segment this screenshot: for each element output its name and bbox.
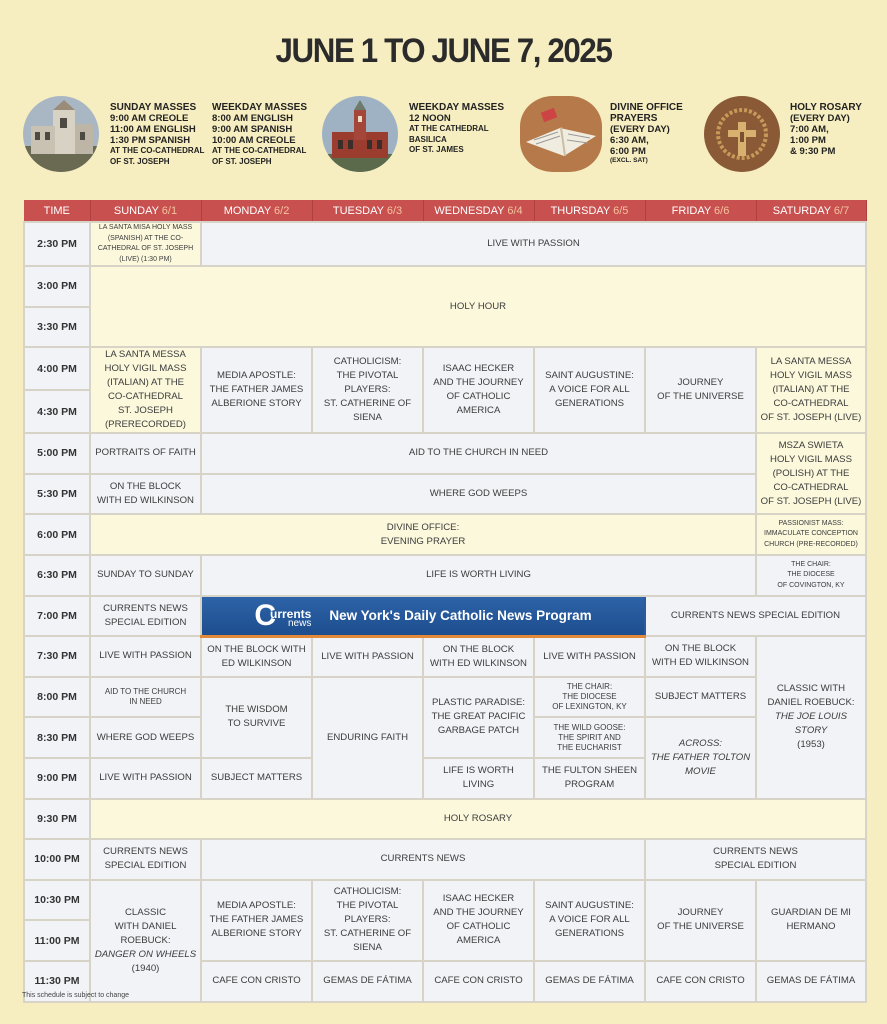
program-cell: THE CHAIR: THE DIOCESE OF COVINGTON, KY [756, 555, 866, 596]
program-cell: HOLY ROSARY [90, 799, 866, 840]
table-row [24, 474, 866, 515]
program-cell: LA SANTA MESSA HOLY VIGIL MASS (ITALIAN) AT THE CO-CATHEDRAL ST. JOSEPH (PRERECORDED) [90, 347, 201, 433]
program-cell: PORTRAITS OF FAITH [90, 433, 201, 474]
info-line: 8:00 AM ENGLISH [212, 113, 293, 124]
info-line: OF ST. JOSEPH [212, 156, 272, 166]
info-line: 10:00 AM CREOLE [212, 135, 296, 146]
program-cell: MEDIA APOSTLE: THE FATHER JAMES ALBERIONE STORY [201, 880, 312, 961]
table-row [24, 677, 866, 718]
header-day: THURSDAY 6/5 [534, 200, 645, 222]
program-cell: AID TO THE CHURCH IN NEED [201, 433, 756, 474]
program-cell: ISAAC HECKER AND THE JOURNEY OF CATHOLIC AMERICA [423, 880, 534, 961]
header-day: MONDAY 6/2 [201, 200, 312, 222]
program-cell: LIVE WITH PASSION [90, 636, 201, 677]
table-row [24, 266, 866, 307]
info-line: AT THE CATHEDRAL [409, 124, 489, 133]
rosary-photo [704, 96, 780, 172]
program-cell: LIFE IS WORTH LIVING [423, 758, 534, 799]
program-cell: LA SANTA MESSA HOLY VIGIL MASS (ITALIAN) AT THE CO-CATHEDRAL OF ST. JOSEPH (LIVE) [756, 347, 866, 433]
open-bible-photo [520, 96, 602, 172]
weekday-masses-info-1 [212, 102, 307, 167]
footer-disclaimer: This schedule is subject to change [22, 992, 130, 999]
time-cell: 8:00 PM [24, 677, 90, 718]
info-line: (EVERY DAY) [610, 124, 670, 135]
info-line: 9:00 AM CREOLE [110, 113, 189, 124]
co-cathedral-photo [23, 96, 99, 172]
program-cell: SUBJECT MATTERS [201, 758, 312, 799]
table-row [24, 799, 866, 840]
program-cell: CATHOLICISM: THE PIVOTAL PLAYERS: ST. CATHERINE OF SIENA [312, 880, 423, 961]
program-cell: PASSIONIST MASS: IMMACULATE CONCEPTION CHURCH (PRE-RECORDED) [756, 514, 866, 555]
time-cell: 11:30 PM [24, 961, 90, 1002]
divine-office-info [610, 102, 683, 165]
program-cell: GUARDIAN DE MI HERMANO [756, 880, 866, 961]
info-line: AT THE CO-CATHEDRAL [212, 146, 307, 155]
divine-office-heading: PRAYERS [610, 113, 658, 124]
program-cell: SAINT AUGUSTINE: A VOICE FOR ALL GENERATIONS [534, 347, 645, 433]
program-cell: CLASSIC WITH DANIEL ROEBUCK: DANGER ON WHEELS (1940) [90, 880, 201, 1002]
table-row [24, 880, 866, 921]
program-cell: LIVE WITH PASSION [534, 636, 645, 677]
time-cell: 9:00 PM [24, 758, 90, 799]
program-cell: PLASTIC PARADISE: THE GREAT PACIFIC GARBAGE PATCH [423, 677, 534, 758]
info-line: AT THE CO-CATHEDRAL [110, 146, 205, 155]
program-cell: SUBJECT MATTERS [645, 677, 756, 718]
program-cell: LIFE IS WORTH LIVING [201, 555, 756, 596]
program-cell: CAFE CON CRISTO [645, 961, 756, 1002]
holy-rosary-info [790, 102, 862, 157]
table-row [24, 347, 866, 390]
program-cell: ON THE BLOCK WITH ED WILKINSON [90, 474, 201, 515]
time-cell: 9:30 PM [24, 799, 90, 840]
program-cell: MSZA SWIETA HOLY VIGIL MASS (POLISH) AT THE CO-CATHEDRAL OF ST. JOSEPH (LIVE) [756, 433, 866, 514]
table-row [24, 433, 866, 474]
time-cell: 11:00 PM [24, 920, 90, 961]
program-cell: THE WISDOM TO SURVIVE [201, 677, 312, 758]
currents-news-banner [201, 596, 645, 637]
program-cell: CAFE CON CRISTO [201, 961, 312, 1002]
time-cell: 4:00 PM [24, 347, 90, 390]
program-cell: GEMAS DE FÁTIMA [756, 961, 866, 1002]
time-cell: 10:30 PM [24, 880, 90, 921]
schedule-table [23, 200, 867, 1003]
program-cell: THE CHAIR: THE DIOCESE OF LEXINGTON, KY [534, 677, 645, 718]
table-row [24, 514, 866, 555]
table-row [24, 555, 866, 596]
program-cell: LIVE WITH PASSION [312, 636, 423, 677]
header-day: SATURDAY 6/7 [756, 200, 866, 222]
currents-news-logo: C urrents news [254, 598, 312, 632]
program-cell: SUNDAY TO SUNDAY [90, 555, 201, 596]
program-cell: THE FULTON SHEEN PROGRAM [534, 758, 645, 799]
program-cell: CURRENTS NEWS SPECIAL EDITION [645, 596, 866, 637]
program-cell: ON THE BLOCK WITH ED WILKINSON [645, 636, 756, 677]
program-cell: THE WILD GOOSE: THE SPIRIT AND THE EUCHARIST [534, 717, 645, 758]
time-cell: 6:30 PM [24, 555, 90, 596]
header-day: SUNDAY 6/1 [90, 200, 201, 222]
time-cell: 8:30 PM [24, 717, 90, 758]
program-cell: ON THE BLOCK WITH ED WILKINSON [201, 636, 312, 677]
info-line: BASILICA [409, 134, 447, 144]
info-line: OF ST. JOSEPH [110, 156, 170, 166]
info-line: 11:00 AM ENGLISH [110, 124, 196, 135]
info-line: 1:00 PM [790, 135, 826, 146]
table-row [24, 839, 866, 880]
program-cell: HOLY HOUR [90, 266, 866, 347]
time-cell: 3:30 PM [24, 307, 90, 348]
time-cell: 7:00 PM [24, 596, 90, 637]
program-cell: CURRENTS NEWS SPECIAL EDITION [90, 839, 201, 880]
program-cell: ON THE BLOCK WITH ED WILKINSON [423, 636, 534, 677]
program-cell: CURRENTS NEWS SPECIAL EDITION [90, 596, 201, 637]
info-line: 12 NOON [409, 113, 451, 124]
time-cell: 5:30 PM [24, 474, 90, 515]
header-day: FRIDAY 6/6 [645, 200, 756, 222]
program-cell: GEMAS DE FÁTIMA [312, 961, 423, 1002]
time-cell: 10:00 PM [24, 839, 90, 880]
program-cell: CATHOLICISM: THE PIVOTAL PLAYERS: ST. CATHERINE OF SIENA [312, 347, 423, 433]
info-line: 1:30 PM SPANISH [110, 135, 191, 146]
page-title: JUNE 1 TO JUNE 7, 2025 [275, 32, 612, 70]
info-line: 9:00 AM SPANISH [212, 124, 293, 135]
time-cell: 2:30 PM [24, 222, 90, 266]
program-cell: SAINT AUGUSTINE: A VOICE FOR ALL GENERATIONS [534, 880, 645, 961]
divine-office-heading: DIVINE OFFICE [610, 102, 683, 113]
table-row [24, 222, 866, 266]
table-header-row [24, 200, 866, 222]
header-day: TUESDAY 6/3 [312, 200, 423, 222]
weekday-masses-heading: WEEKDAY MASSES [212, 102, 308, 113]
info-line: (EVERY DAY) [790, 113, 850, 124]
program-cell: LA SANTA MISA HOLY MASS (SPANISH) AT THE CO-CATHEDRAL OF ST. JOSEPH (LIVE) (1:30 PM) [90, 222, 201, 266]
program-cell: ENDURING FAITH [312, 677, 423, 799]
table-row [24, 636, 866, 677]
program-cell: MEDIA APOSTLE: THE FATHER JAMES ALBERIONE STORY [201, 347, 312, 433]
time-cell: 4:30 PM [24, 390, 90, 433]
program-cell: DIVINE OFFICE: EVENING PRAYER [90, 514, 756, 555]
holy-rosary-heading: HOLY ROSARY [790, 102, 862, 113]
header-time: TIME [24, 200, 90, 222]
info-line: & 9:30 PM [790, 146, 836, 157]
info-line: 6:30 AM, [610, 135, 649, 146]
info-line: 7:00 AM, [790, 124, 829, 135]
program-cell: WHERE GOD WEEPS [201, 474, 756, 515]
program-cell: CAFE CON CRISTO [423, 961, 534, 1002]
time-cell: 3:00 PM [24, 266, 90, 307]
sunday-masses-info [110, 102, 204, 167]
table-row [24, 596, 866, 637]
cathedral-basilica-photo [322, 96, 398, 172]
program-cell: ISAAC HECKER AND THE JOURNEY OF CATHOLIC AMERICA [423, 347, 534, 433]
program-cell: GEMAS DE FÁTIMA [534, 961, 645, 1002]
info-line: 6:00 PM [610, 146, 646, 157]
program-cell: ACROSS: THE FATHER TOLTON MOVIE [645, 717, 756, 798]
program-cell: CURRENTS NEWS SPECIAL EDITION [645, 839, 866, 880]
info-line: (EXCL. SAT) [610, 157, 648, 164]
sunday-masses-heading: SUNDAY MASSES [110, 102, 197, 113]
banner-text: New York's Daily Catholic News Program [329, 607, 592, 623]
program-cell: LIVE WITH PASSION [201, 222, 866, 266]
program-cell: AID TO THE CHURCH IN NEED [90, 677, 201, 718]
weekday-masses-info-2 [409, 102, 504, 156]
weekday-masses-heading: WEEKDAY MASSES [409, 102, 505, 113]
program-cell: JOURNEY OF THE UNIVERSE [645, 880, 756, 961]
time-cell: 6:00 PM [24, 514, 90, 555]
info-line: OF ST. JAMES [409, 145, 464, 154]
program-cell: CLASSIC WITH DANIEL ROEBUCK: THE JOE LOUIS STORY (1953) [756, 636, 866, 798]
program-cell: CURRENTS NEWS [201, 839, 645, 880]
program-cell: LIVE WITH PASSION [90, 758, 201, 799]
time-cell: 7:30 PM [24, 636, 90, 677]
program-cell: JOURNEY OF THE UNIVERSE [645, 347, 756, 433]
program-cell: WHERE GOD WEEPS [90, 717, 201, 758]
time-cell: 5:00 PM [24, 433, 90, 474]
header-day: WEDNESDAY 6/4 [423, 200, 534, 222]
